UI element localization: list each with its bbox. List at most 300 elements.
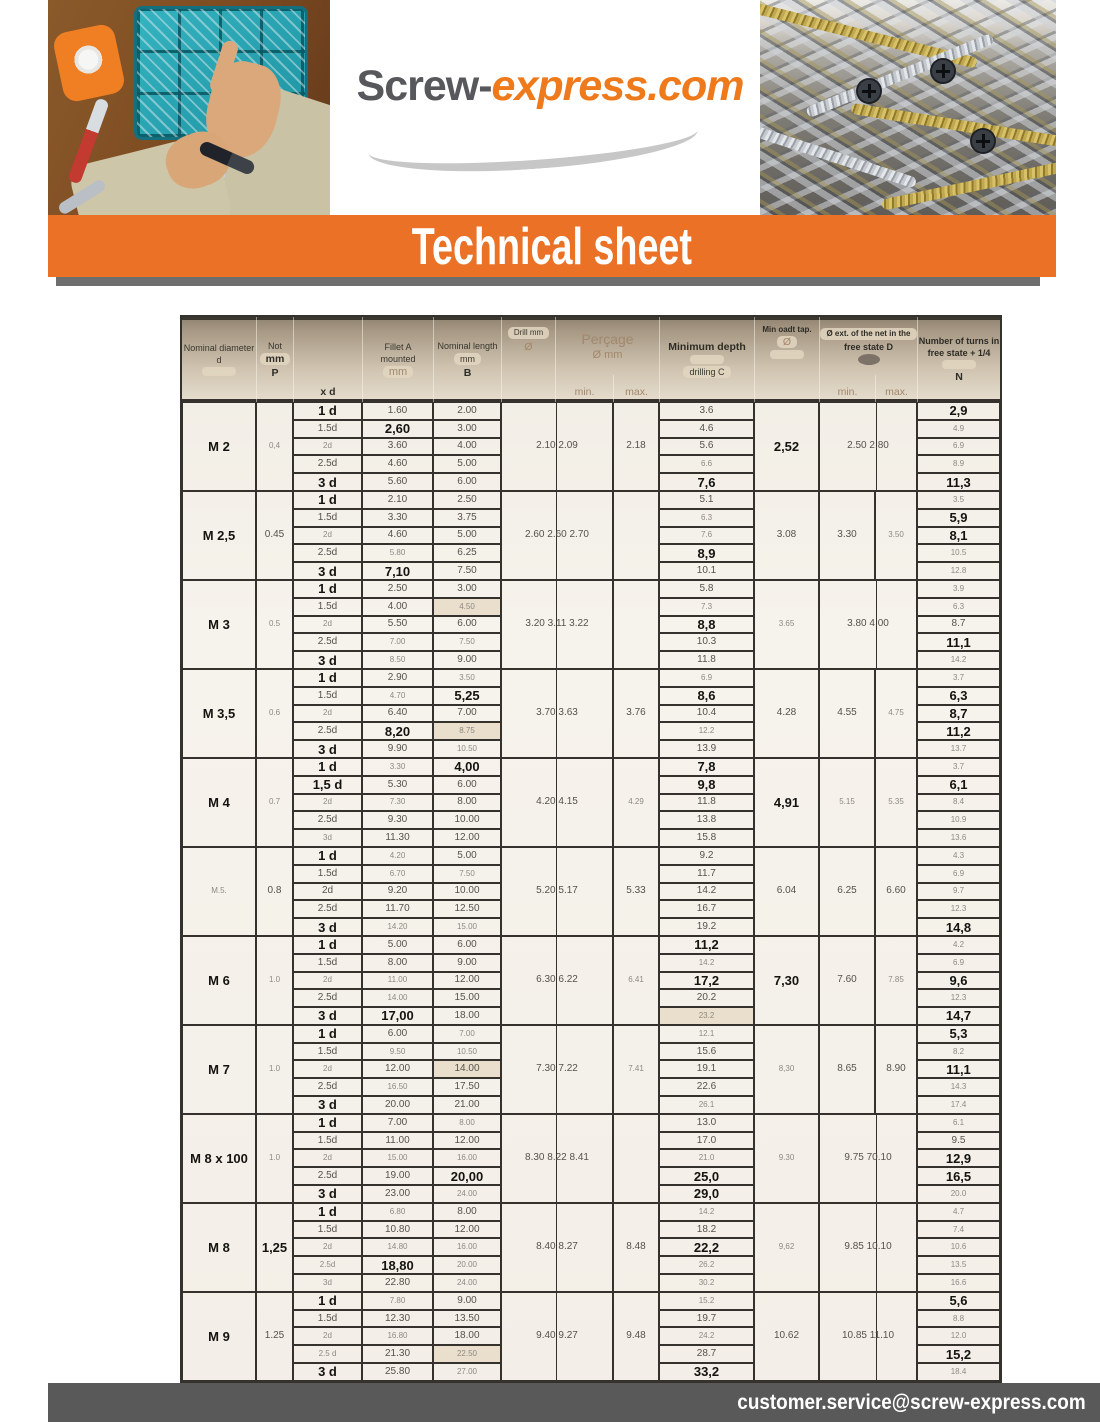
- table-cell: 3 d: [293, 1363, 362, 1381]
- table-cell: 16.00: [433, 1149, 501, 1167]
- table-cell: 1,25: [256, 1203, 293, 1292]
- table-cell: 5,6: [917, 1292, 1000, 1310]
- table-cell: 8.9: [917, 455, 1000, 473]
- table-cell: 3.9: [917, 580, 1000, 598]
- table-cell: 4.29: [613, 758, 659, 847]
- header-label: Nominal diameter: [183, 343, 255, 353]
- header-label: N: [955, 371, 963, 383]
- table-cell: 7.85: [875, 936, 917, 1025]
- table-cell: 5.80: [362, 544, 433, 562]
- table-cell: 6.25: [433, 544, 501, 562]
- table-cell: 9.2: [659, 847, 754, 865]
- table-cell: 3.30: [819, 491, 875, 580]
- table-cell: 3.00: [433, 580, 501, 598]
- table-cell: 7.50: [433, 633, 501, 651]
- table-cell: 18.00: [433, 1007, 501, 1025]
- table-cell: 3 d: [293, 740, 362, 758]
- logo-text-orange: express.com: [491, 62, 744, 110]
- table-cell: 2.5d: [293, 544, 362, 562]
- table-cell: 3 d: [293, 1007, 362, 1025]
- table-cell: 14,7: [917, 1007, 1000, 1025]
- table-cell: 6.3: [917, 598, 1000, 616]
- table-cell: 2.00: [433, 402, 501, 420]
- table-cell: 4.55: [819, 669, 875, 758]
- table-cell: 23.2: [659, 1007, 754, 1025]
- table-cell: 7.80: [362, 1292, 433, 1310]
- header-label: Ø mm: [592, 349, 623, 361]
- header-label: B: [463, 366, 472, 379]
- table-cell: 23.00: [362, 1185, 433, 1203]
- table-cell: 26.1: [659, 1096, 754, 1114]
- table-cell: 2d: [293, 438, 362, 456]
- black-screw-head-icon: [856, 78, 882, 104]
- table-cell: 12.50: [433, 900, 501, 918]
- table-cell: 11,3: [917, 473, 1000, 491]
- table-cell: 5,25: [433, 687, 501, 705]
- table-cell: 2d: [293, 616, 362, 634]
- header-label: drilling C: [683, 366, 730, 378]
- table-cell: 17.0: [659, 1132, 754, 1150]
- table-cell: 13.0: [659, 1114, 754, 1132]
- header-min-tap: [754, 317, 819, 402]
- table-cell: 5.00: [433, 527, 501, 545]
- header-label: Drill mm: [508, 327, 549, 339]
- table-cell: 1.5d: [293, 598, 362, 616]
- table-cell: 20,00: [433, 1167, 501, 1185]
- header-label: x d: [320, 386, 336, 398]
- table-cell: 2.50: [362, 580, 433, 598]
- header-pill: [770, 350, 804, 359]
- table-cell: 2.5d: [293, 811, 362, 829]
- table-cell: 14.20: [362, 918, 433, 936]
- header-percage-group: [555, 317, 659, 375]
- table-cell: 7,30: [754, 936, 819, 1025]
- header-pill: [202, 367, 236, 376]
- header-label: Nominal length: [437, 340, 498, 351]
- table-cell: 3.6: [659, 402, 754, 420]
- table-cell: 11,1: [917, 1060, 1000, 1078]
- table-cell: 2d: [293, 972, 362, 990]
- table-cell: 6.00: [433, 936, 501, 954]
- table-cell: 1,5 d: [293, 776, 362, 794]
- table-cell: 3.00: [433, 420, 501, 438]
- table-cell: 30.2: [659, 1274, 754, 1292]
- divider-strip: [56, 277, 1040, 286]
- table-cell: 17,00: [362, 1007, 433, 1025]
- table-cell: 9.20: [362, 883, 433, 901]
- header-pill: [690, 355, 724, 364]
- table-cell: 3 d: [293, 651, 362, 669]
- table-cell: 9.48: [613, 1292, 659, 1381]
- table-header: [182, 317, 1000, 402]
- header-fillet: [362, 317, 433, 402]
- table-cell: 6.40: [362, 705, 433, 723]
- table-cell: 9.5: [917, 1132, 1000, 1150]
- table-cell: 10.4: [659, 705, 754, 723]
- header-label: P: [271, 366, 279, 379]
- table-cell: 3.65: [754, 580, 819, 669]
- table-cell: 2.50: [433, 491, 501, 509]
- table-cell: 8.7: [917, 616, 1000, 634]
- table-cell: 25.80: [362, 1363, 433, 1381]
- table-cell: 4.60: [362, 455, 433, 473]
- table-cell: 11.00: [362, 972, 433, 990]
- table-cell: 7,8: [659, 758, 754, 776]
- table-cell: 22.50: [433, 1345, 501, 1363]
- table-cell: 21.00: [433, 1096, 501, 1114]
- table-cell: 3d: [293, 1274, 362, 1292]
- header-label: Not: [267, 340, 282, 351]
- table-cell: 9.90: [362, 740, 433, 758]
- header-free-state-group: [819, 317, 917, 375]
- table-cell: 2.10 2.09: [501, 402, 613, 491]
- table-cell: 1 d: [293, 1203, 362, 1221]
- table-cell: 6.9: [917, 438, 1000, 456]
- table-cell: 6.41: [613, 936, 659, 1025]
- table-cell: 11,2: [659, 936, 754, 954]
- table-cell: 8.90: [875, 1025, 917, 1114]
- table-cell: 9.00: [433, 954, 501, 972]
- table-cell: 15.00: [433, 918, 501, 936]
- header-label: min.: [574, 386, 595, 398]
- table-cell: 1 d: [293, 1025, 362, 1043]
- table-cell: 10.80: [362, 1221, 433, 1239]
- table-cell: 7,6: [659, 473, 754, 491]
- table-cell: 6.9: [917, 954, 1000, 972]
- table-cell: 20.2: [659, 989, 754, 1007]
- table-cell: 6.00: [362, 1025, 433, 1043]
- table-cell: 5.6: [659, 438, 754, 456]
- table-cell: 5.00: [362, 936, 433, 954]
- table-cell: [613, 1114, 659, 1203]
- table-cell: 2,9: [917, 402, 1000, 420]
- table-cell: 4.2: [917, 936, 1000, 954]
- table-cell: M 2,5: [182, 491, 256, 580]
- table-cell: 5.50: [362, 616, 433, 634]
- table-cell: 8.30 8.22 8.41: [501, 1114, 613, 1203]
- table-cell: 12.00: [433, 1221, 501, 1239]
- table-cell: 28.7: [659, 1345, 754, 1363]
- table-cell: 7.41: [613, 1025, 659, 1114]
- table-cell: 18,80: [362, 1256, 433, 1274]
- table-cell: 2.5d: [293, 722, 362, 740]
- header-label: Ø ext. of the net in the: [820, 328, 916, 340]
- table-cell: 2d: [293, 1149, 362, 1167]
- table-cell: 3.70 3.63: [501, 669, 613, 758]
- header-label: d: [216, 355, 222, 365]
- header-label: Ø: [524, 341, 533, 353]
- table-cell: 5,9: [917, 509, 1000, 527]
- table-cell: M.5.: [182, 847, 256, 936]
- table-cell: 6,3: [917, 687, 1000, 705]
- header-pitch: [256, 317, 293, 402]
- table-cell: 8.8: [917, 1310, 1000, 1328]
- table-cell: 9.7: [917, 883, 1000, 901]
- table-cell: 12,9: [917, 1149, 1000, 1167]
- table-cell: 14.00: [362, 989, 433, 1007]
- table-cell: 29,0: [659, 1185, 754, 1203]
- table-cell: 1.0: [256, 1114, 293, 1203]
- table-cell: 9.85 10.10: [819, 1203, 917, 1292]
- table-cell: 15,2: [917, 1345, 1000, 1363]
- table-cell: 1.5d: [293, 1221, 362, 1239]
- header-free-state-max: [875, 375, 917, 402]
- table-cell: 8,6: [659, 687, 754, 705]
- table-cell: 5,3: [917, 1025, 1000, 1043]
- header-nominal-length: [433, 317, 501, 402]
- header-label: mm: [260, 353, 291, 365]
- table-cell: 7.00: [362, 633, 433, 651]
- table-cell: 1.0: [256, 1025, 293, 1114]
- table-cell: 5.15: [819, 758, 875, 847]
- table-cell: 16.6: [917, 1274, 1000, 1292]
- table-cell: 13.6: [917, 829, 1000, 847]
- table-cell: M 8: [182, 1203, 256, 1292]
- table-cell: 17,2: [659, 972, 754, 990]
- table-cell: 1 d: [293, 491, 362, 509]
- table-cell: 7.50: [433, 562, 501, 580]
- table-cell: 15.2: [659, 1292, 754, 1310]
- table-cell: 15.6: [659, 1043, 754, 1061]
- table-cell: 13.7: [917, 740, 1000, 758]
- table-cell: M 7: [182, 1025, 256, 1114]
- table-cell: 8.75: [433, 722, 501, 740]
- table-cell: M 9: [182, 1292, 256, 1381]
- table-cell: 7.30 7.22: [501, 1025, 613, 1114]
- table-cell: 4.50: [433, 598, 501, 616]
- table-cell: 4.3: [917, 847, 1000, 865]
- footer-email: customer.service@screw-express.com: [737, 1390, 1086, 1414]
- header-label: Perçage: [581, 331, 634, 347]
- table-cell: 9.40 9.27: [501, 1292, 613, 1381]
- table-cell: 7.60: [819, 936, 875, 1025]
- table-cell: 8,20: [362, 722, 433, 740]
- header-label: Ø: [777, 336, 797, 348]
- table-cell: 7,10: [362, 562, 433, 580]
- table-cell: 14.2: [659, 883, 754, 901]
- table-cell: 15.8: [659, 829, 754, 847]
- table-cell: 3.30: [362, 509, 433, 527]
- spec-table: [180, 315, 1002, 1383]
- table-cell: 4.70: [362, 687, 433, 705]
- table-cell: 6.00: [433, 616, 501, 634]
- table-cell: 2.90: [362, 669, 433, 687]
- table-cell: 6.1: [917, 1114, 1000, 1132]
- table-cell: 9.30: [362, 811, 433, 829]
- table-cell: 8.2: [917, 1043, 1000, 1061]
- table-cell: 5.33: [613, 847, 659, 936]
- table-cell: 9.30: [754, 1114, 819, 1203]
- table-cell: 16,5: [917, 1167, 1000, 1185]
- table-cell: 0.6: [256, 669, 293, 758]
- table-cell: 11,1: [917, 633, 1000, 651]
- table-cell: 24.00: [433, 1274, 501, 1292]
- header-minimum-depth: [659, 317, 754, 402]
- header-label: Fillet A: [384, 341, 412, 352]
- table-cell: 22.80: [362, 1274, 433, 1292]
- table-cell: 1 d: [293, 936, 362, 954]
- table-cell: 4.28: [754, 669, 819, 758]
- table-cell: 5.00: [433, 847, 501, 865]
- table-cell: 2.5d: [293, 633, 362, 651]
- table-cell: 11.8: [659, 651, 754, 669]
- table-cell: 19.00: [362, 1167, 433, 1185]
- table-cell: 1.60: [362, 402, 433, 420]
- table-cell: 3.75: [433, 509, 501, 527]
- table-cell: 19.2: [659, 918, 754, 936]
- table-cell: 10.1: [659, 562, 754, 580]
- table-cell: 8.00: [433, 794, 501, 812]
- header-drill: [501, 317, 555, 402]
- table-cell: 2d: [293, 705, 362, 723]
- table-cell: 6.80: [362, 1203, 433, 1221]
- header-label: free state D: [843, 341, 894, 352]
- table-cell: 3.76: [613, 669, 659, 758]
- table-cell: 2.5d: [293, 1256, 362, 1274]
- table-cell: 3.50: [433, 669, 501, 687]
- table-cell: 3 d: [293, 918, 362, 936]
- table-cell: 3.30: [362, 758, 433, 776]
- table-cell: 12.0: [917, 1327, 1000, 1345]
- table-cell: 8.48: [613, 1203, 659, 1292]
- screw-image: [760, 122, 917, 188]
- table-cell: 6.3: [659, 509, 754, 527]
- table-cell: 11.70: [362, 900, 433, 918]
- header-label: max.: [885, 386, 908, 398]
- header-free-state-min: [819, 375, 875, 402]
- table-cell: 2,60: [362, 420, 433, 438]
- banner-title: Technical sheet: [411, 216, 693, 276]
- header-label: mm: [454, 353, 481, 365]
- table-cell: 20.00: [362, 1096, 433, 1114]
- table-cell: 2d: [293, 883, 362, 901]
- table-cell: 1 d: [293, 580, 362, 598]
- table-cell: 1.5d: [293, 1132, 362, 1150]
- table-cell: 5.8: [659, 580, 754, 598]
- workbench-photo: [48, 0, 330, 215]
- table-cell: 4,00: [433, 758, 501, 776]
- table-cell: 9.75 70.10: [819, 1114, 917, 1203]
- table-cell: 16.7: [659, 900, 754, 918]
- table-cell: 6.00: [433, 776, 501, 794]
- table-cell: 1 d: [293, 758, 362, 776]
- table-cell: 15.00: [433, 989, 501, 1007]
- black-screw-head-icon: [970, 128, 996, 154]
- table-cell: 5.60: [362, 473, 433, 491]
- table-cell: 27.00: [433, 1363, 501, 1381]
- table-cell: 2d: [293, 794, 362, 812]
- table-cell: 0.8: [256, 847, 293, 936]
- logo-text-gray: Screw-: [356, 62, 492, 110]
- table-cell: 0.7: [256, 758, 293, 847]
- table-cell: 33,2: [659, 1363, 754, 1381]
- table-cell: 11.8: [659, 794, 754, 812]
- table-cell: 4.20: [362, 847, 433, 865]
- table-cell: 3.5: [917, 491, 1000, 509]
- table-cell: 10.62: [754, 1292, 819, 1381]
- table-cell: 25,0: [659, 1167, 754, 1185]
- table-cell: 12.00: [433, 972, 501, 990]
- table-cell: 9,62: [754, 1203, 819, 1292]
- table-cell: 16.50: [362, 1078, 433, 1096]
- header-label: free state + 1/4: [927, 348, 991, 358]
- table-cell: 2d: [293, 1060, 362, 1078]
- screw-pile-photo: [760, 0, 1056, 215]
- table-cell: 10.00: [433, 883, 501, 901]
- table-cell: 6.04: [754, 847, 819, 936]
- header-label: mounted: [380, 353, 416, 364]
- header-percage-max: [613, 375, 659, 402]
- table-cell: 4,91: [754, 758, 819, 847]
- table-cell: M 6: [182, 936, 256, 1025]
- table-cell: 7.30: [362, 794, 433, 812]
- table-cell: 4.7: [917, 1203, 1000, 1221]
- table-cell: 22,2: [659, 1238, 754, 1256]
- table-cell: 7.00: [433, 1025, 501, 1043]
- tape-measure-image: [51, 22, 126, 103]
- table-cell: 11,2: [917, 722, 1000, 740]
- table-cell: 10.9: [917, 811, 1000, 829]
- table-cell: 5.20 5.17: [501, 847, 613, 936]
- table-cell: 2.5d: [293, 989, 362, 1007]
- table-cell: 8,8: [659, 616, 754, 634]
- table-cell: 7.3: [659, 598, 754, 616]
- table-cell: M 4: [182, 758, 256, 847]
- table-cell: M 2: [182, 402, 256, 491]
- table-cell: 2.5d: [293, 1078, 362, 1096]
- table-cell: 14.2: [659, 1203, 754, 1221]
- table-cell: 11.30: [362, 829, 433, 847]
- site-logo: [350, 62, 750, 111]
- table-cell: 4.20 4.15: [501, 758, 613, 847]
- table-cell: 3.80 4.00: [819, 580, 917, 669]
- table-cell: 14.2: [917, 651, 1000, 669]
- table-cell: 4.60: [362, 527, 433, 545]
- table-cell: 1.5d: [293, 509, 362, 527]
- table-cell: 2d: [293, 1327, 362, 1345]
- table-cell: 18.2: [659, 1221, 754, 1239]
- table-cell: 13.9: [659, 740, 754, 758]
- table-cell: 19.7: [659, 1310, 754, 1328]
- table-cell: 7.00: [433, 705, 501, 723]
- table-cell: 7.4: [917, 1221, 1000, 1239]
- table-cell: 2.10: [362, 491, 433, 509]
- table-cell: 12.3: [917, 900, 1000, 918]
- table-cell: 12.30: [362, 1310, 433, 1328]
- table-cell: 14.80: [362, 1238, 433, 1256]
- table-cell: 6,1: [917, 776, 1000, 794]
- table-cell: 6.9: [659, 669, 754, 687]
- table-cell: 1.25: [256, 1292, 293, 1381]
- table-cell: 2.50 2.80: [819, 402, 917, 491]
- table-cell: 10.00: [433, 811, 501, 829]
- table-cell: 4.6: [659, 420, 754, 438]
- table-cell: 3 d: [293, 1096, 362, 1114]
- table-cell: 8.00: [362, 954, 433, 972]
- header-label: mm: [383, 366, 413, 378]
- table-cell: M 8 x 100: [182, 1114, 256, 1203]
- table-cell: 5.30: [362, 776, 433, 794]
- table-cell: 14.2: [659, 954, 754, 972]
- header-blob-icon: [858, 354, 880, 365]
- table-cell: 3.7: [917, 758, 1000, 776]
- header-label: min.: [837, 386, 858, 398]
- table-cell: 2d: [293, 1238, 362, 1256]
- table-cell: 12.1: [659, 1025, 754, 1043]
- table-cell: 1.5d: [293, 1043, 362, 1061]
- table-cell: 4.00: [433, 438, 501, 456]
- table-cell: 2.5 d: [293, 1345, 362, 1363]
